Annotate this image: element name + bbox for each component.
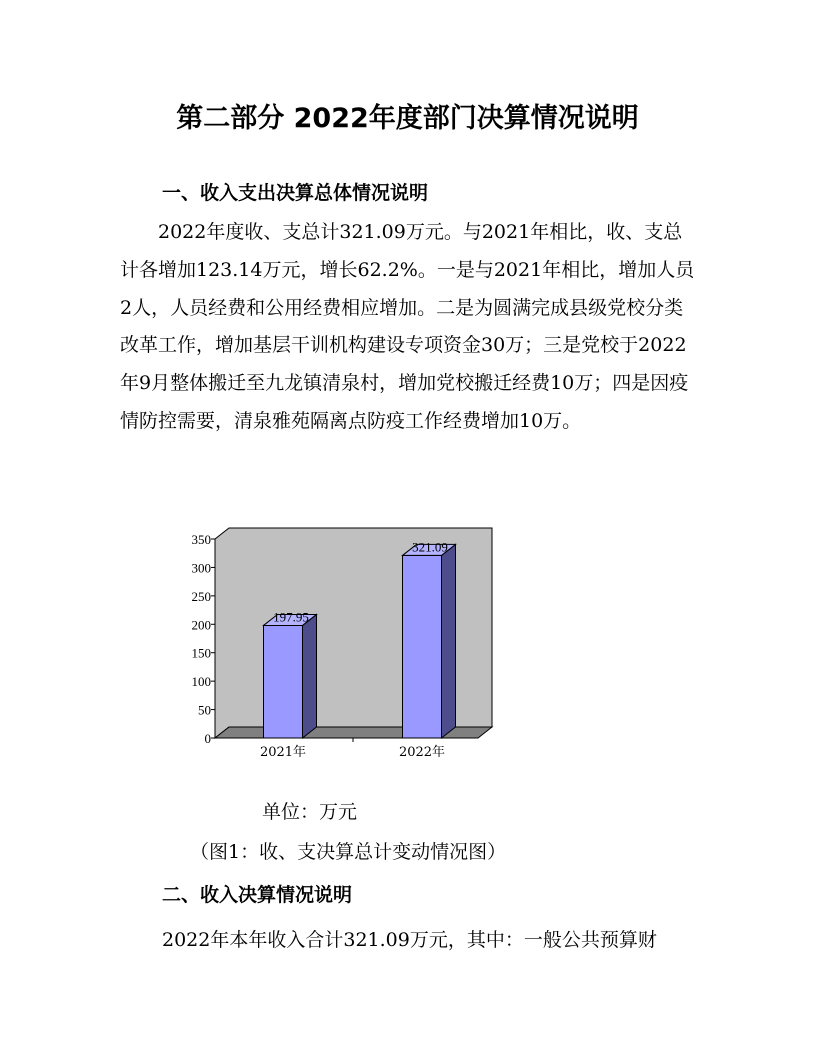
y-tick-label: 250	[191, 588, 211, 604]
bar-side	[442, 544, 456, 738]
y-tick-label: 300	[191, 560, 211, 576]
x-tick-label: 2022年	[398, 745, 446, 760]
section1-heading: 一、收入支出决算总体情况说明	[162, 182, 429, 204]
figure-caption: （图1：收、支决算总计变动情况图）	[190, 841, 507, 863]
y-tick-label: 100	[191, 674, 211, 690]
section2-heading: 二、收入决算情况说明	[162, 884, 353, 906]
data-label: 321.09	[412, 539, 448, 555]
bar	[264, 625, 303, 738]
bar	[403, 555, 442, 738]
y-tick-label: 350	[191, 532, 211, 547]
y-tick-label: 200	[191, 617, 211, 633]
y-tick-label: 50	[198, 702, 211, 718]
x-tick-label: 2021年	[259, 745, 307, 760]
y-tick-label: 0	[204, 731, 211, 746]
bar-side	[303, 614, 317, 738]
y-tick-label: 150	[191, 645, 211, 661]
page-title: 第二部分 2022年度部门决算情况说明	[176, 103, 639, 134]
data-label: 197.95	[273, 609, 309, 625]
section2-body: 2022年本年收入合计321.09万元，其中：一般公共预算财	[162, 929, 657, 951]
unit-label: 单位：万元	[262, 801, 358, 823]
bar-chart	[170, 520, 520, 765]
section1-body: 2022年度收、支总计321.09万元。与2021年相比，收、支总计各增加123.14万元，增长62.2%。一是与2021年相比，增加人员2人，人员经费和公用经费相应增加。二是为圆满完成县级党校分类改革工作，增加基层干训机构建设专项资金30万；三是党校于2022年9月整体搬迁至九龙镇清泉村，增加党校搬迁经费10万；四是因疫情防控需要，清泉雅苑隔离点防疫工作经费增加10万。	[120, 221, 695, 432]
